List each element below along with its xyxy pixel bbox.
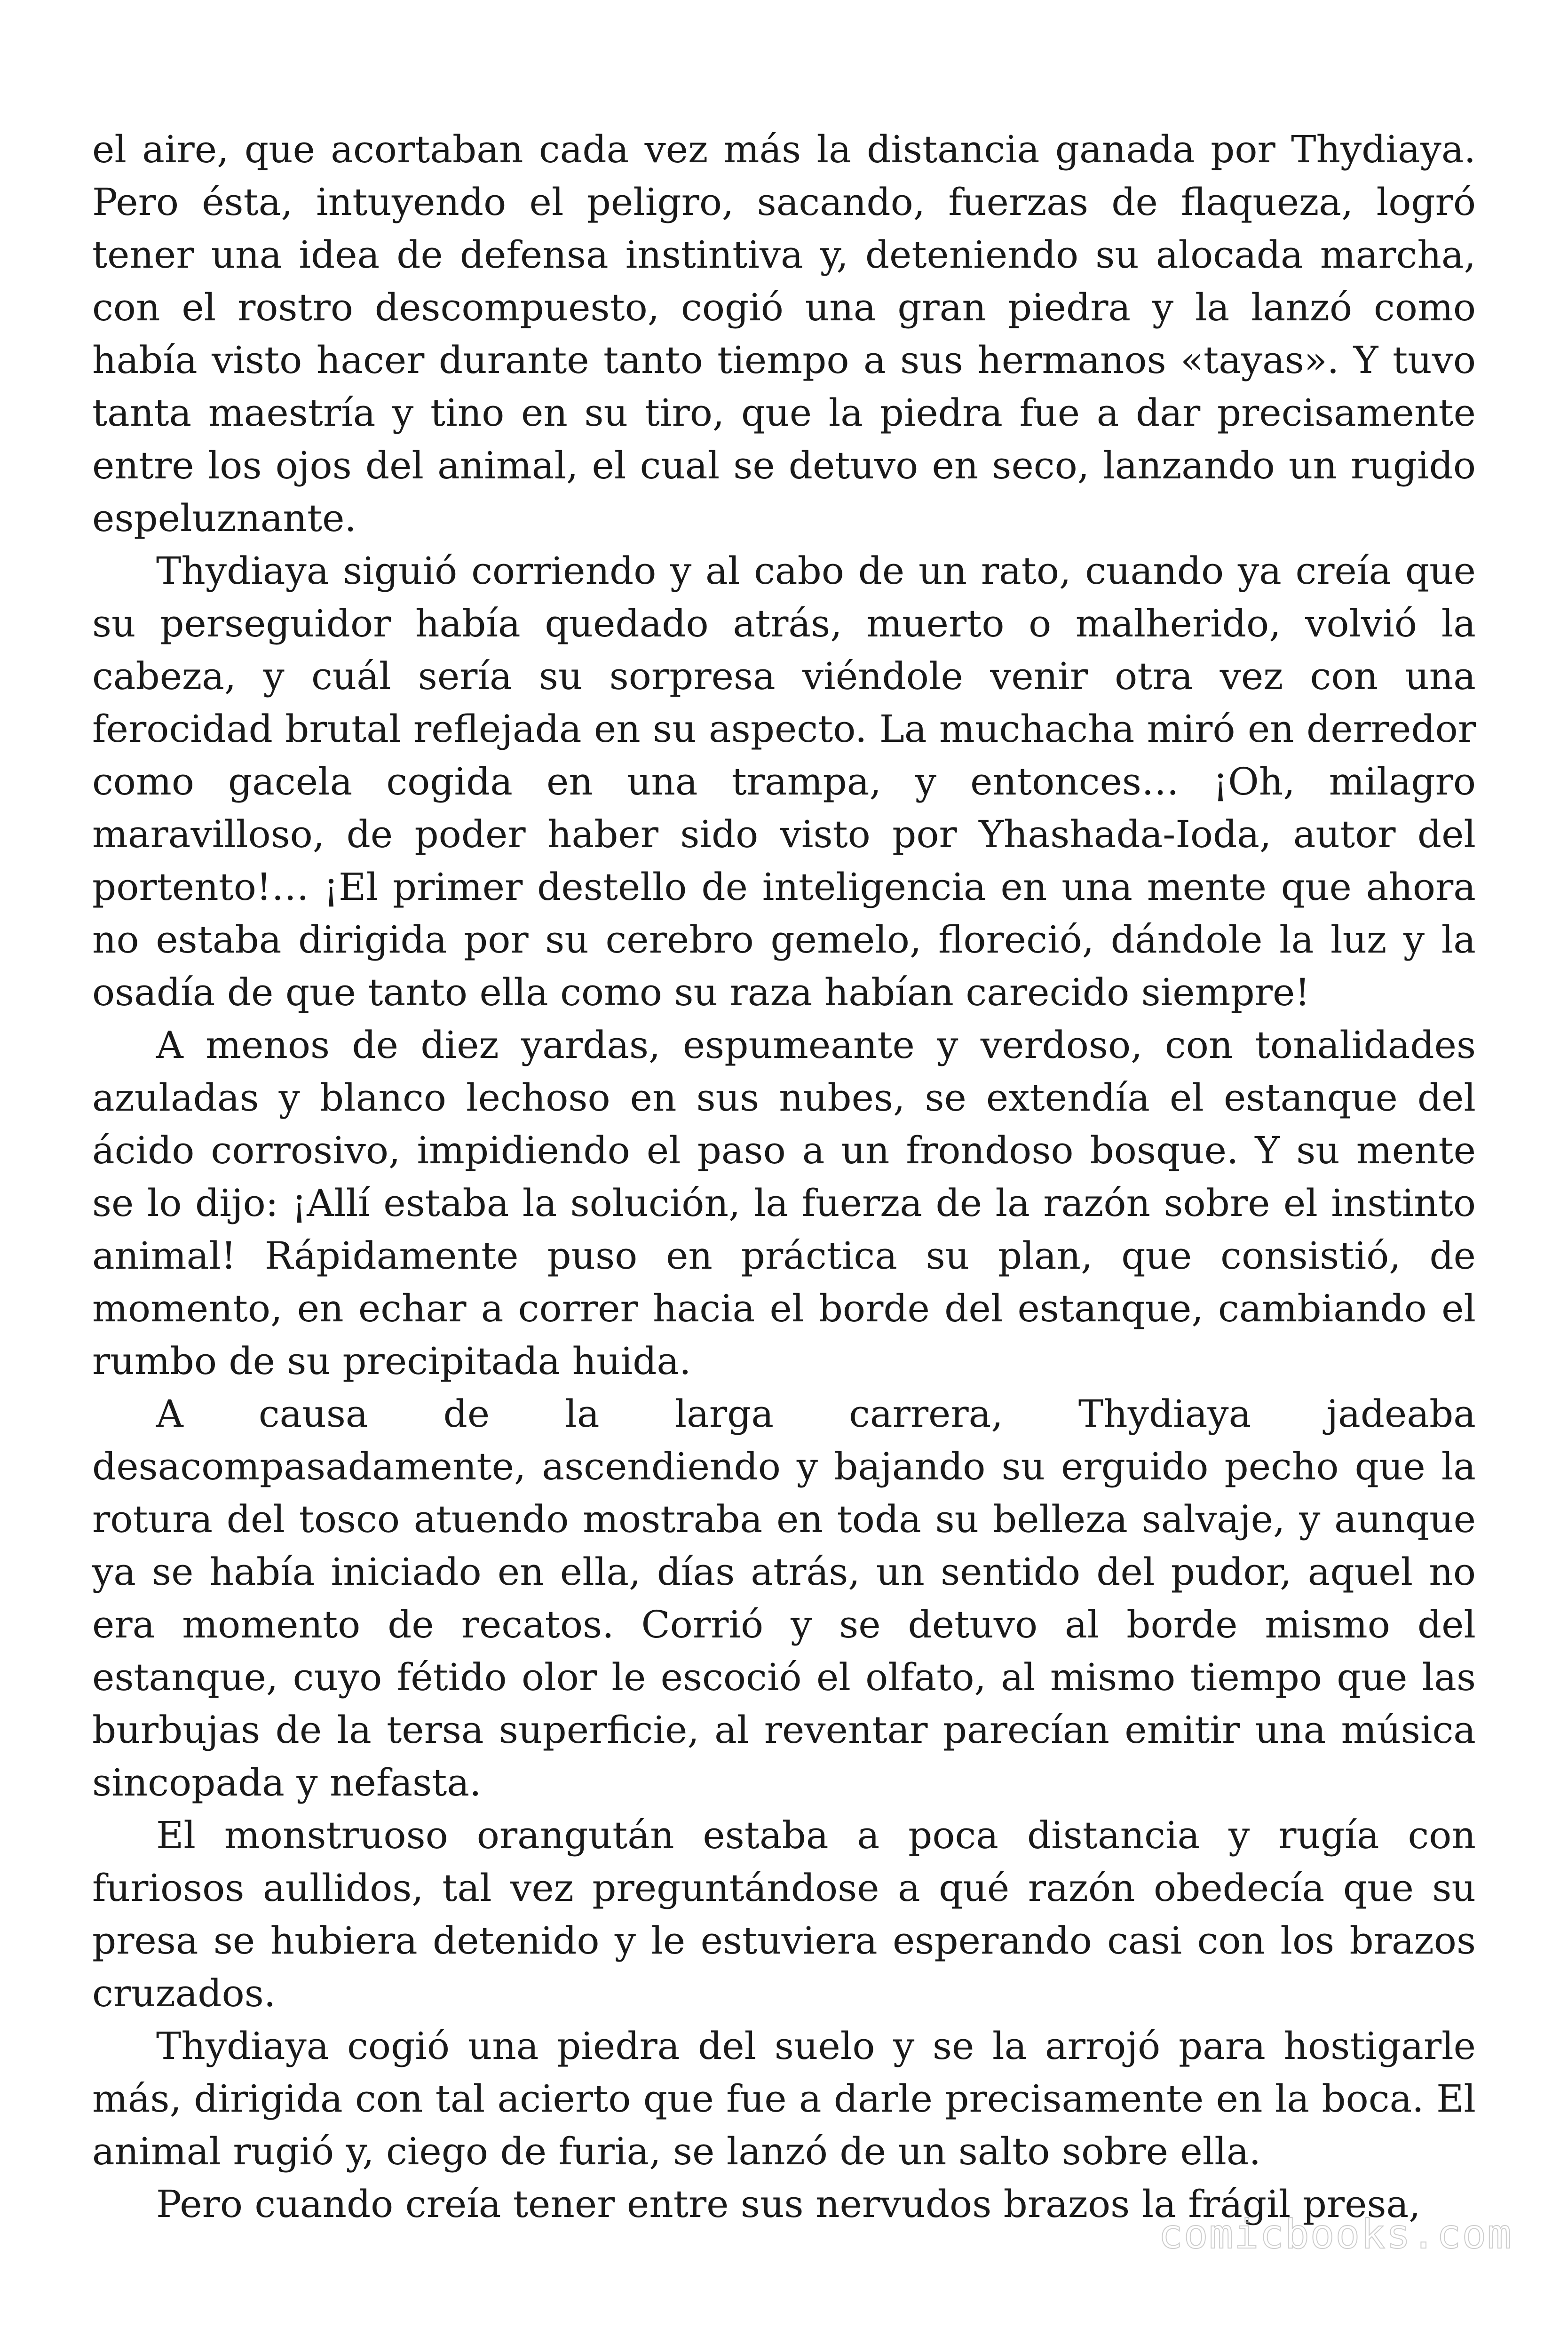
paragraph-6: Thydiaya cogió una piedra del suelo y se la arrojó para hostigarle más, dirigida con tal acierto que fue a darle precisamente en la boca. El animal rugió y, ciego de furia, se lanzó de un salto sobre ella. xyxy=(92,2024,1476,2173)
paragraph-2: Thydiaya siguió corriendo y al cabo de un rato, cuando ya creía que su perseguidor había quedado atrás, muerto o malherido, volvió la cabeza, y cuál sería su sorpresa viéndole venir otra vez con una ferocidad brutal reflejada en su aspecto. La muchacha miró en derredor como gacela cogida en una trampa, y entonces… ¡Oh, milagro maravilloso, de poder haber sido visto por Yhashada-Ioda, autor del portento!… ¡El primer destello de inteligencia en una mente que ahora no estaba dirigida por su cerebro gemelo, floreció, dándole la luz y la osadía de que tanto ella como su raza habían carecido siempre! xyxy=(92,549,1476,1014)
paragraph-5: El monstruoso orangután estaba a poca distancia y rugía con furiosos aullidos, tal vez preguntándose a qué razón obedecía que su presa se hubiera detenido y le estuviera esperando casi con los brazos cruzados. xyxy=(92,1813,1476,2015)
watermark-text: comicbooks.com xyxy=(1158,2211,1513,2258)
paragraph-3: A menos de diez yardas, espumeante y verdoso, con tonalidades azuladas y blanco lechoso en sus nubes, se extendía el estanque del ácido corrosivo, impidiendo el paso a un frondoso bosque. Y su mente se lo dijo: ¡Allí estaba la solución, la fuerza de la razón sobre el instinto animal! Rápidamente puso en práctica su plan, que consistió, de momento, en echar a correr hacia el borde del estanque, cambiando el rumbo de su precipitada huida. xyxy=(92,1023,1476,1383)
paragraph-4: A causa de la larga carrera, Thydiaya jadeaba desacompasadamente, ascendiendo y bajando su erguido pecho que la rotura del tosco atuendo mostraba en toda su belleza salvaje, y aunque ya se había iniciado en ella, días atrás, un sentido del pudor, aquel no era momento de recatos. Corrió y se detuvo al borde mismo del estanque, cuyo fétido olor le escoció el olfato, al mismo tiempo que las burbujas de la tersa superficie, al reventar parecían emitir una música sincopada y nefasta. xyxy=(92,1392,1476,1804)
page-body-text xyxy=(92,123,1476,2231)
paragraph-1: el aire, que acortaban cada vez más la distancia ganada por Thydiaya. Pero ésta, intuyendo el peligro, sacando, fuerzas de flaqueza, logró tener una idea de defensa instintiva y, deteniendo su alocada marcha, con el rostro descompuesto, cogió una gran piedra y la lanzó como había visto hacer durante tanto tiempo a sus hermanos «tayas». Y tuvo tanta maestría y tino en su tiro, que la piedra fue a dar precisamente entre los ojos del animal, el cual se detuvo en seco, lanzando un rugido espeluznante. xyxy=(92,127,1476,540)
paragraph-7: Pero cuando creía tener entre sus nervudos brazos la frágil presa, xyxy=(156,2182,1421,2226)
